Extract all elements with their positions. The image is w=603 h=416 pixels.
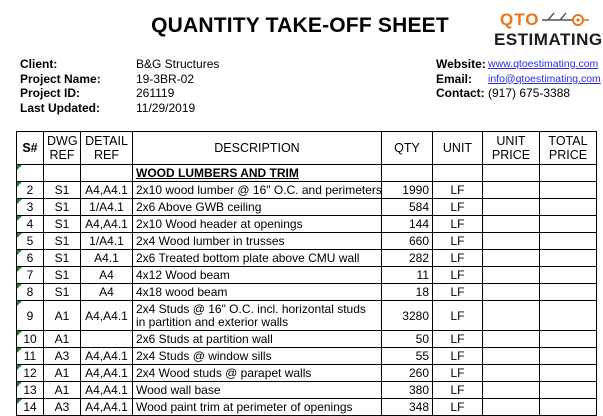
table-cell bbox=[540, 165, 597, 182]
cell-unit: LF bbox=[433, 399, 483, 416]
cell-detail-ref: A4,A4.1 bbox=[81, 216, 133, 233]
cell-unit: LF bbox=[433, 348, 483, 365]
section-title: WOOD LUMBERS AND TRIM bbox=[133, 165, 382, 182]
cell-total-price bbox=[540, 233, 597, 250]
cell-sn: 7 bbox=[17, 267, 44, 284]
info-label: Contact: bbox=[436, 86, 485, 100]
table-row bbox=[17, 382, 597, 399]
cell-dwg-ref: A3 bbox=[44, 399, 81, 416]
contact-phone: (917) 675-3388 bbox=[488, 86, 571, 100]
cell-sn: 13 bbox=[17, 382, 44, 399]
cell-unit-price bbox=[483, 182, 540, 199]
cell-qty: 18 bbox=[382, 284, 433, 301]
cell-sn: 11 bbox=[17, 348, 44, 365]
table-cell bbox=[44, 165, 81, 182]
cell-unit-price bbox=[483, 267, 540, 284]
table-row bbox=[17, 199, 597, 216]
info-value: B&G Structures bbox=[136, 57, 220, 71]
cell-qty: 50 bbox=[382, 331, 433, 348]
cell-dwg-ref: S1 bbox=[44, 233, 81, 250]
cell-qty: 11 bbox=[382, 267, 433, 284]
cell-unit-price bbox=[483, 301, 540, 331]
cell-description: 4x12 Wood beam bbox=[133, 267, 382, 284]
cell-total-price bbox=[540, 365, 597, 382]
cell-detail-ref: A4,A4.1 bbox=[81, 365, 133, 382]
info-label: Email: bbox=[436, 71, 473, 86]
qto-logo bbox=[494, 10, 603, 54]
col-header-total-price: TOTAL PRICE bbox=[540, 132, 597, 165]
col-header-unit-price: UNIT PRICE bbox=[483, 132, 540, 165]
cell-unit-price bbox=[483, 331, 540, 348]
cell-unit-price bbox=[483, 199, 540, 216]
cell-qty: 282 bbox=[382, 250, 433, 267]
cell-sn: 6 bbox=[17, 250, 44, 267]
col-header-unit: UNIT bbox=[433, 132, 483, 165]
cell-qty: 348 bbox=[382, 399, 433, 416]
cell-sn: 4 bbox=[17, 216, 44, 233]
col-header-description: DESCRIPTION bbox=[133, 132, 382, 165]
email-link[interactable]: info@qtoestimating.com bbox=[488, 72, 601, 85]
cell-description: 2x6 Above GWB ceiling bbox=[133, 199, 382, 216]
cell-dwg-ref: S1 bbox=[44, 199, 81, 216]
info-value: 19-3BR-02 bbox=[136, 71, 195, 86]
contact-row bbox=[436, 86, 601, 101]
cell-total-price bbox=[540, 382, 597, 399]
col-header-detail-ref: DETAIL REF bbox=[81, 132, 133, 165]
cell-unit: LF bbox=[433, 199, 483, 216]
project-id-row bbox=[20, 86, 219, 101]
col-header-dwg-ref: DWG REF bbox=[44, 132, 81, 165]
logo-text-bottom: ESTIMATING bbox=[494, 30, 603, 49]
cell-description: 2x4 Studs @ 16" O.C. incl. horizontal studs in partition and exterior walls bbox=[133, 301, 382, 331]
cell-description: Wood wall base bbox=[133, 382, 382, 399]
cell-total-price bbox=[540, 301, 597, 331]
sheet-title: QUANTITY TAKE-OFF SHEET bbox=[151, 14, 449, 37]
cell-total-price bbox=[540, 250, 597, 267]
cell-detail-ref: 1/A4.1 bbox=[81, 233, 133, 250]
cell-unit: LF bbox=[433, 250, 483, 267]
table-row bbox=[17, 216, 597, 233]
cell-detail-ref: A4,A4.1 bbox=[81, 182, 133, 199]
last-updated-row bbox=[20, 101, 219, 116]
cell-description: 2x4 Wood lumber in trusses bbox=[133, 233, 382, 250]
cell-unit-price bbox=[483, 233, 540, 250]
website-row bbox=[436, 57, 601, 72]
cell-total-price bbox=[540, 216, 597, 233]
cell-dwg-ref: S1 bbox=[44, 250, 81, 267]
cell-dwg-ref: S1 bbox=[44, 216, 81, 233]
cell-unit-price bbox=[483, 250, 540, 267]
cell-total-price bbox=[540, 348, 597, 365]
cell-qty: 260 bbox=[382, 365, 433, 382]
cell-dwg-ref: S1 bbox=[44, 284, 81, 301]
info-value: 11/29/2019 bbox=[136, 100, 196, 115]
cell-sn: 2 bbox=[17, 182, 44, 199]
cell-unit: LF bbox=[433, 331, 483, 348]
cell-unit-price bbox=[483, 348, 540, 365]
table-row bbox=[17, 250, 597, 267]
cell-dwg-ref: A1 bbox=[44, 382, 81, 399]
table-row bbox=[17, 182, 597, 199]
cell-qty: 584 bbox=[382, 199, 433, 216]
cell-dwg-ref: S1 bbox=[44, 182, 81, 199]
cell-unit: LF bbox=[433, 267, 483, 284]
table-row bbox=[17, 233, 597, 250]
cell-description: 4x18 wood beam bbox=[133, 284, 382, 301]
cell-sn: 12 bbox=[17, 365, 44, 382]
cell-total-price bbox=[540, 284, 597, 301]
cell-qty: 144 bbox=[382, 216, 433, 233]
cell-unit: LF bbox=[433, 382, 483, 399]
cell-detail-ref: A4,A4.1 bbox=[81, 348, 133, 365]
cell-dwg-ref: A1 bbox=[44, 365, 81, 382]
cell-detail-ref: A4.1 bbox=[81, 250, 133, 267]
cell-unit-price bbox=[483, 284, 540, 301]
cell-unit: LF bbox=[433, 233, 483, 250]
website-link[interactable]: www.qtoestimating.com bbox=[488, 58, 599, 70]
table-row bbox=[17, 284, 597, 301]
table-header-row bbox=[17, 132, 597, 165]
cell-detail-ref: A4,A4.1 bbox=[81, 399, 133, 416]
cell-description: Wood paint trim at perimeter of openings bbox=[133, 399, 382, 416]
cell-unit-price bbox=[483, 216, 540, 233]
cell-total-price bbox=[540, 399, 597, 416]
cell-unit-price bbox=[483, 399, 540, 416]
col-header-qty: QTY bbox=[382, 132, 433, 165]
cell-detail-ref bbox=[81, 331, 133, 348]
cell-total-price bbox=[540, 267, 597, 284]
table-row bbox=[17, 301, 597, 331]
cell-description: 2x10 wood lumber @ 16" O.C. and perimeters bbox=[133, 182, 382, 199]
cell-sn: 14 bbox=[17, 399, 44, 416]
cell-description: 2x10 Wood header at openings bbox=[133, 216, 382, 233]
table-cell bbox=[382, 165, 433, 182]
cell-unit: LF bbox=[433, 216, 483, 233]
cell-qty: 3280 bbox=[382, 301, 433, 331]
takeoff-table bbox=[16, 131, 597, 416]
cell-sn: 10 bbox=[17, 331, 44, 348]
project-info bbox=[20, 57, 219, 115]
cell-detail-ref: A4,A4.1 bbox=[81, 301, 133, 331]
cell-total-price bbox=[540, 331, 597, 348]
cell-detail-ref: A4 bbox=[81, 267, 133, 284]
cell-qty: 660 bbox=[382, 233, 433, 250]
cell-unit-price bbox=[483, 382, 540, 399]
section-row bbox=[17, 165, 597, 182]
cell-dwg-ref: A1 bbox=[44, 331, 81, 348]
cell-unit: LF bbox=[433, 284, 483, 301]
info-value: 261119 bbox=[136, 86, 175, 100]
email-row bbox=[436, 72, 601, 87]
info-label: Website: bbox=[436, 57, 486, 71]
cell-dwg-ref: S1 bbox=[44, 267, 81, 284]
cell-dwg-ref: A1 bbox=[44, 301, 81, 331]
table-row bbox=[17, 267, 597, 284]
info-label: Project ID: bbox=[20, 86, 81, 100]
caliper-icon bbox=[538, 11, 590, 29]
table-cell bbox=[81, 165, 133, 182]
table-row bbox=[17, 399, 597, 416]
contact-info bbox=[436, 57, 601, 101]
cell-description: 2x6 Treated bottom plate above CMU wall bbox=[133, 250, 382, 267]
info-label: Client: bbox=[20, 57, 58, 71]
logo-text-top: QTO bbox=[500, 10, 540, 29]
table-row bbox=[17, 331, 597, 348]
cell-unit: LF bbox=[433, 182, 483, 199]
col-header-sn: S# bbox=[17, 132, 44, 165]
client-row bbox=[20, 57, 219, 72]
cell-detail-ref: A4 bbox=[81, 284, 133, 301]
cell-sn: 9 bbox=[17, 301, 44, 331]
cell-description: 2x4 Wood studs @ parapet walls bbox=[133, 365, 382, 382]
cell-sn: 5 bbox=[17, 233, 44, 250]
table-row bbox=[17, 365, 597, 382]
cell-detail-ref: A4,A4.1 bbox=[81, 382, 133, 399]
cell-total-price bbox=[540, 199, 597, 216]
table-cell bbox=[17, 165, 44, 182]
table-cell bbox=[433, 165, 483, 182]
cell-sn: 8 bbox=[17, 284, 44, 301]
cell-qty: 55 bbox=[382, 348, 433, 365]
table-cell bbox=[483, 165, 540, 182]
cell-detail-ref: 1/A4.1 bbox=[81, 199, 133, 216]
cell-unit-price bbox=[483, 365, 540, 382]
info-label: Project Name: bbox=[20, 71, 101, 86]
table-row bbox=[17, 348, 597, 365]
cell-description: 2x6 Studs at partition wall bbox=[133, 331, 382, 348]
cell-description: 2x4 Studs @ window sills bbox=[133, 348, 382, 365]
cell-qty: 380 bbox=[382, 382, 433, 399]
info-label: Last Updated: bbox=[20, 100, 101, 115]
cell-unit: LF bbox=[433, 301, 483, 331]
cell-dwg-ref: A3 bbox=[44, 348, 81, 365]
cell-qty: 1990 bbox=[382, 182, 433, 199]
project-name-row bbox=[20, 72, 219, 87]
cell-sn: 3 bbox=[17, 199, 44, 216]
cell-unit: LF bbox=[433, 365, 483, 382]
cell-total-price bbox=[540, 182, 597, 199]
